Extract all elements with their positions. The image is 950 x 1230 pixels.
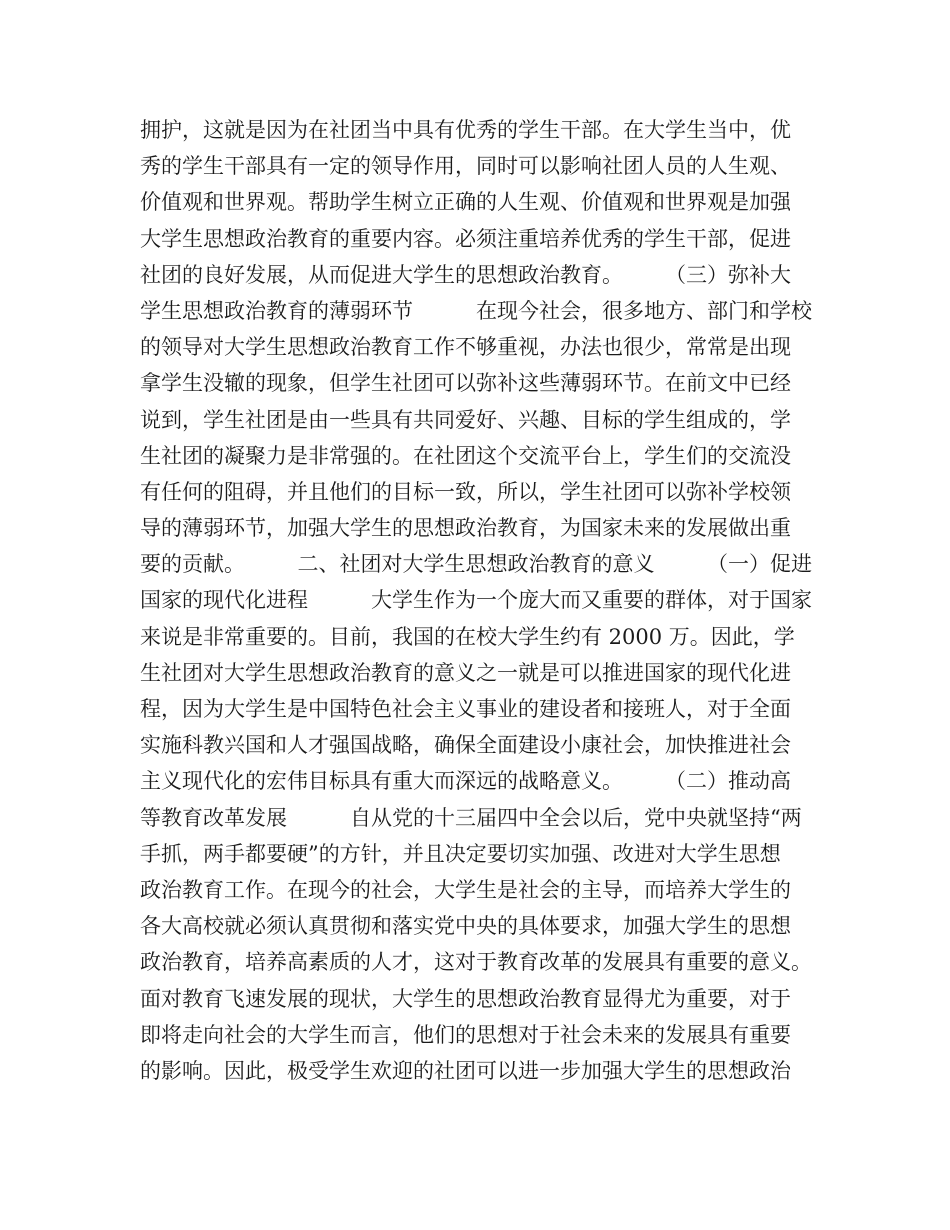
text-line: 拥护，这就是因为在社团当中具有优秀的学生干部。在大学生当中，优 [140, 118, 791, 142]
text-line: 学生思想政治教育的薄弱环节 在现今社会，很多地方、部门和学校 [140, 298, 812, 323]
text-line: 价值观和世界观。帮助学生树立正确的人生观、价值观和世界观是加强 [140, 190, 791, 215]
text-line: 有任何的阻碍，并且他们的目标一致，所以，学生社团可以弥补学校领 [140, 479, 791, 504]
text-line: 的领导对大学生思想政治教育工作不够重视，办法也很少，常常是出现 [140, 335, 791, 360]
text-line: 的影响。因此，极受学生欢迎的社团可以进一步加强大学生的思想政治 [140, 1058, 791, 1083]
text-line: 各大高校就必须认真贯彻和落实党中央的具体要求，加强大学生的思想 [140, 914, 791, 939]
text-line: 手抓，两手都要硬”的方针，并且决定要切实加强、改进对大学生思想 [140, 841, 781, 866]
text-line: 政治教育工作。在现今的社会，大学生是社会的主导，而培养大学生的 [140, 877, 791, 902]
text-line: 生社团对大学生思想政治教育的意义之一就是可以推进国家的现代化进 [140, 660, 791, 685]
text-line: 即将走向社会的大学生而言，他们的思想对于社会未来的发展具有重要 [140, 1022, 791, 1047]
text-line: 程，因为大学生是中国特色社会主义事业的建设者和接班人，对于全面 [140, 697, 791, 721]
text-line: 导的薄弱环节，加强大学生的思想政治教育，为国家未来的发展做出重 [140, 516, 791, 541]
text-line: 秀的学生干部具有一定的领导作用，同时可以影响社团人员的人生观、 [140, 154, 791, 179]
text-line: 拿学生没辙的现象，但学生社团可以弥补这些薄弱环节。在前文中已经 [140, 371, 791, 396]
body-text [140, 112, 820, 1089]
text-line: 说到，学生社团是由一些具有共同爱好、兴趣、目标的学生组成的，学 [140, 407, 791, 432]
text-line: 大学生思想政治教育的重要内容。必须注重培养优秀的学生干部，促进 [140, 226, 791, 251]
text-line: 政治教育，培养高素质的人才，这对于教育改革的发展具有重要的意义。 [140, 950, 812, 975]
text-line: 主义现代化的宏伟目标具有重大而深远的战略意义。 （二）推动高 [140, 769, 791, 794]
text-line: 要的贡献。 二、社团对大学生思想政治教育的意义 （一）促进 [140, 552, 812, 577]
text-line: 社团的良好发展，从而促进大学生的思想政治教育。 （三）弥补大 [140, 262, 791, 287]
text-line: 来说是非常重要的。目前，我国的在校大学生约有 2000 万。因此，学 [140, 624, 795, 649]
text-line: 面对教育飞速发展的现状，大学生的思想政治教育显得尤为重要，对于 [140, 986, 791, 1011]
text-line: 实施科教兴国和人才强国战略，确保全面建设小康社会，加快推进社会 [140, 733, 791, 758]
text-line: 国家的现代化进程 大学生作为一个庞大而又重要的群体，对于国家 [140, 588, 812, 613]
text-line: 生社团的凝聚力是非常强的。在社团这个交流平台上，学生们的交流没 [140, 443, 791, 468]
text-line: 等教育改革发展 自从党的十三届四中全会以后，党中央就坚持“两 [140, 805, 802, 830]
